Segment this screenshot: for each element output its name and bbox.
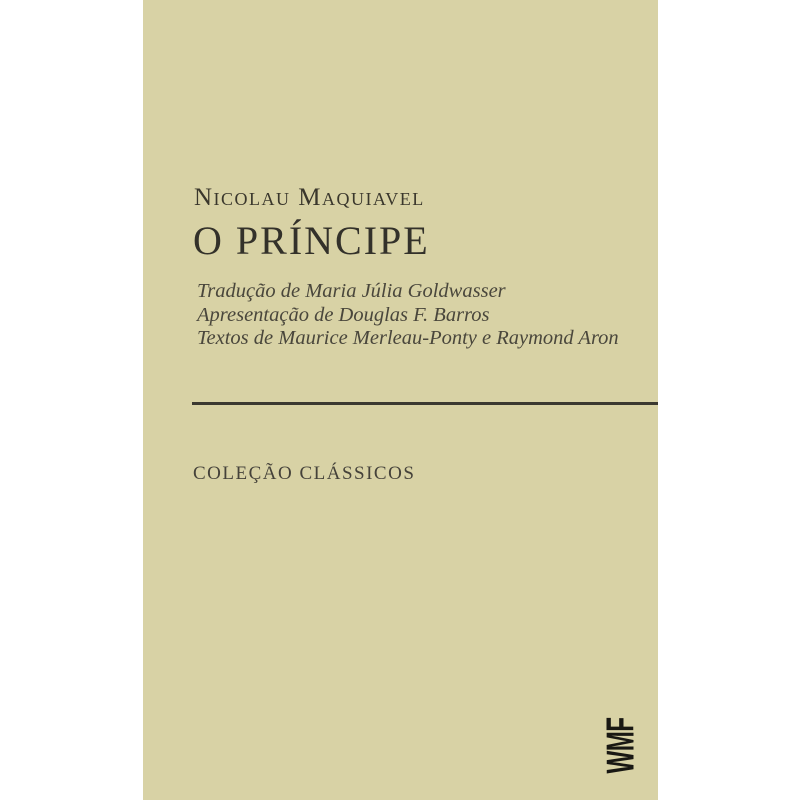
book-author: Nicolau Maquiavel — [194, 184, 425, 211]
credit-texts: Textos de Maurice Merleau-Ponty e Raymond Aron — [197, 327, 619, 349]
book-cover — [143, 0, 658, 800]
publisher-logo-text: WMF — [599, 717, 643, 774]
collection-label: COLEÇÃO CLÁSSICOS — [193, 463, 416, 484]
book-credits — [197, 280, 619, 351]
credit-presentation: Apresentação de Douglas F. Barros — [197, 303, 490, 326]
horizontal-rule — [192, 402, 658, 405]
publisher-logo — [599, 717, 643, 774]
credit-translation: Tradução de Maria Júlia Goldwasser — [197, 280, 506, 302]
book-title: O PRÍNCIPE — [193, 218, 430, 263]
